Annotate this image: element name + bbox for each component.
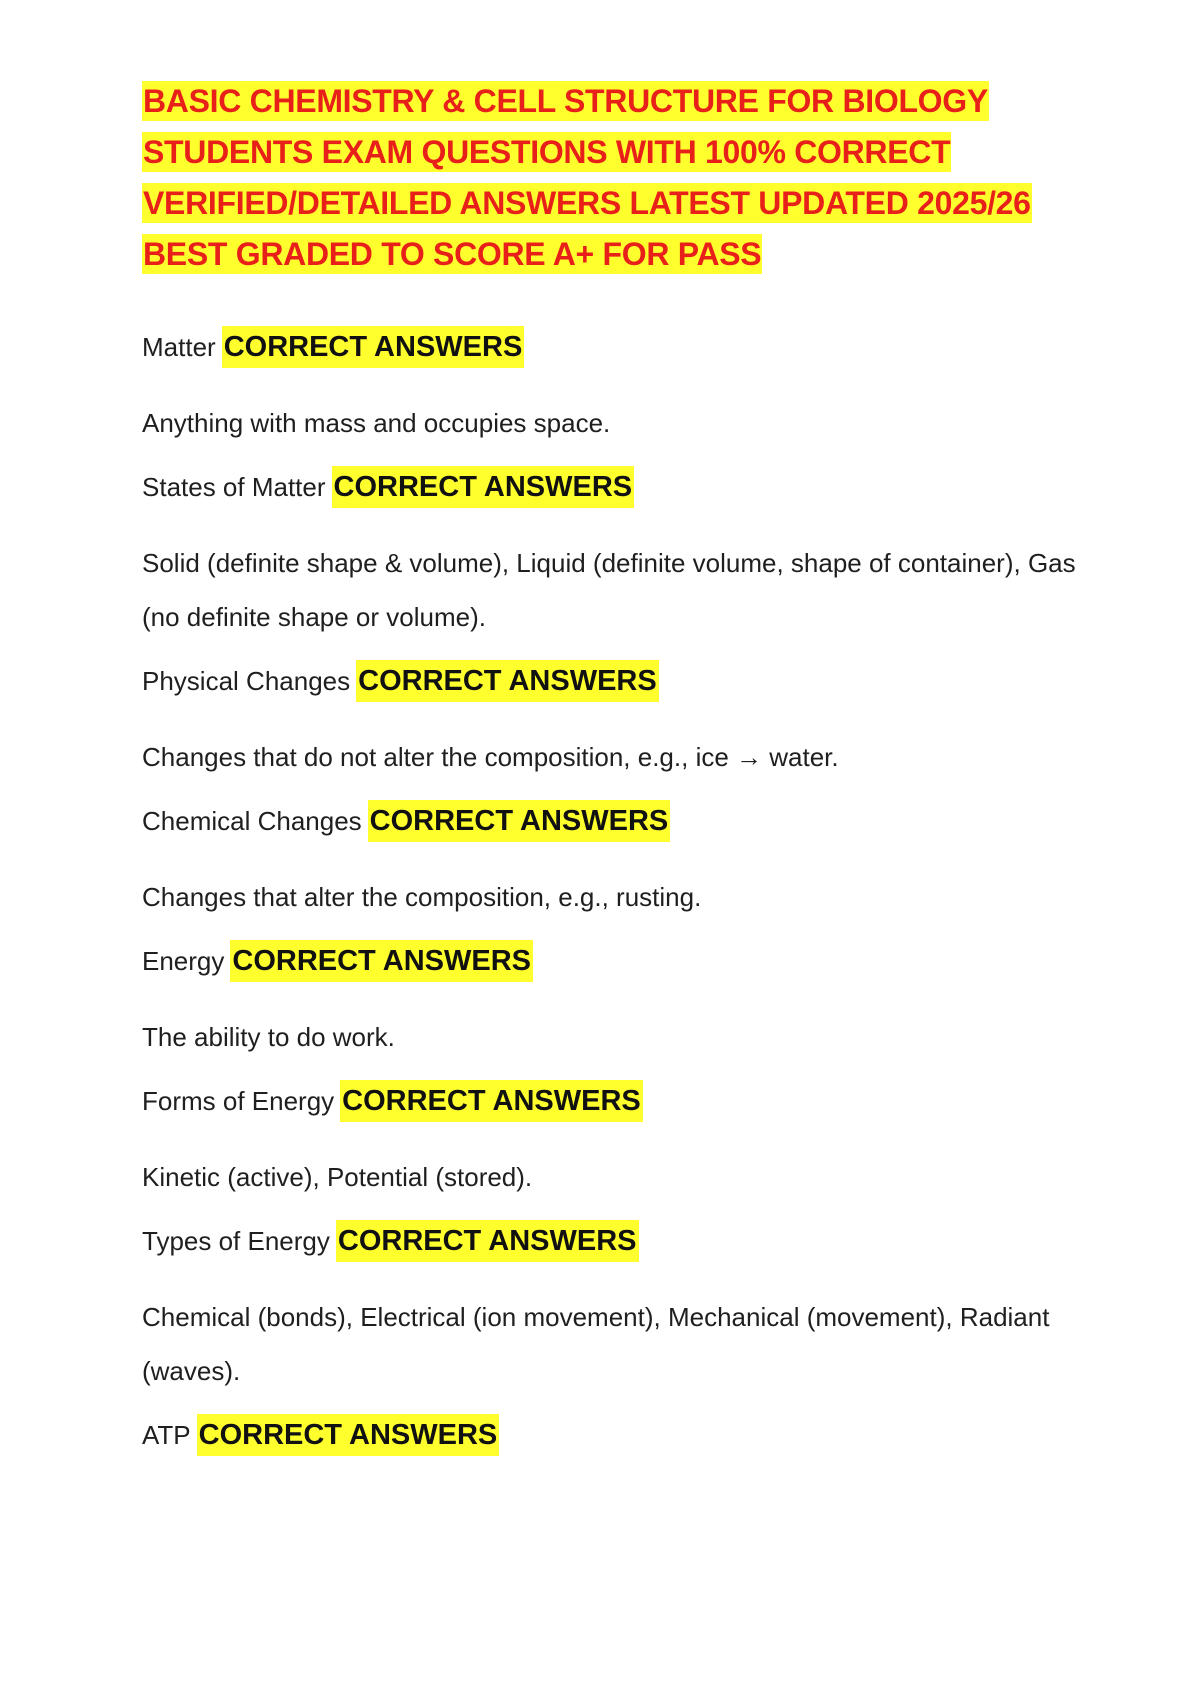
question-item bbox=[142, 660, 1082, 702]
question-item bbox=[142, 940, 1082, 982]
question-item bbox=[142, 1414, 1082, 1456]
answer-text: Changes that do not alter the composition, e.g., ice → water. bbox=[142, 742, 839, 772]
question-term: States of Matter bbox=[142, 472, 326, 502]
correct-answers-badge: CORRECT ANSWERS bbox=[336, 1220, 639, 1262]
correct-answers-badge: CORRECT ANSWERS bbox=[332, 466, 635, 508]
correct-answers-badge: CORRECT ANSWERS bbox=[222, 326, 525, 368]
document-title bbox=[142, 76, 1082, 280]
question-item bbox=[142, 800, 1082, 842]
answer-text: The ability to do work. bbox=[142, 1022, 395, 1052]
title-line: VERIFIED/DETAILED ANSWERS LATEST UPDATED 2025/26 bbox=[143, 185, 1031, 221]
correct-answers-badge: CORRECT ANSWERS bbox=[230, 940, 533, 982]
question-item bbox=[142, 326, 1082, 368]
question-term: Matter bbox=[142, 332, 216, 362]
question-item bbox=[142, 1080, 1082, 1122]
question-term: Energy bbox=[142, 946, 225, 976]
qa-list bbox=[142, 326, 1082, 1456]
document-page bbox=[142, 76, 1082, 1484]
correct-answers-badge: CORRECT ANSWERS bbox=[356, 660, 659, 702]
question-term: Chemical Changes bbox=[142, 806, 362, 836]
question-term: Forms of Energy bbox=[142, 1086, 335, 1116]
answer-text: Kinetic (active), Potential (stored). bbox=[142, 1162, 533, 1192]
title-line: BASIC CHEMISTRY & CELL STRUCTURE FOR BIOLOGY bbox=[143, 83, 988, 119]
title-line: STUDENTS EXAM QUESTIONS WITH 100% CORRECT bbox=[143, 134, 951, 170]
question-term: ATP bbox=[142, 1420, 191, 1450]
answer-text: Anything with mass and occupies space. bbox=[142, 408, 611, 438]
answer-text: Solid (definite shape & volume), Liquid (definite volume, shape of container), Gas (no definite shape or volume). bbox=[142, 548, 1076, 632]
question-item bbox=[142, 1220, 1082, 1262]
correct-answers-badge: CORRECT ANSWERS bbox=[197, 1414, 500, 1456]
answer-text: Changes that alter the composition, e.g., rusting. bbox=[142, 882, 702, 912]
question-term: Physical Changes bbox=[142, 666, 351, 696]
title-line: BEST GRADED TO SCORE A+ FOR PASS bbox=[143, 236, 762, 272]
answer-text: Chemical (bonds), Electrical (ion movement), Mechanical (movement), Radiant (waves). bbox=[142, 1302, 1050, 1386]
question-item bbox=[142, 466, 1082, 508]
correct-answers-badge: CORRECT ANSWERS bbox=[340, 1080, 643, 1122]
question-term: Types of Energy bbox=[142, 1226, 330, 1256]
correct-answers-badge: CORRECT ANSWERS bbox=[368, 800, 671, 842]
